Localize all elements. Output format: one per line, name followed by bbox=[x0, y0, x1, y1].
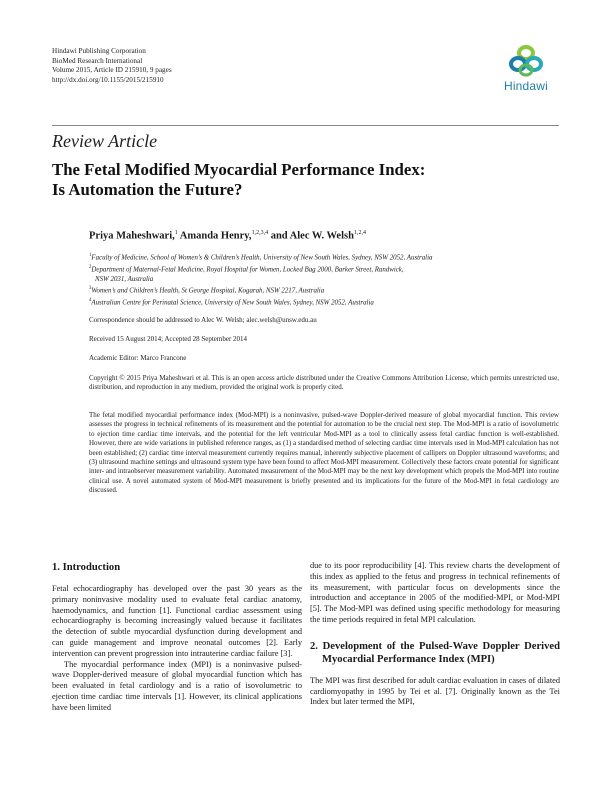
paragraph: Fetal echocardiography has developed over the past 30 years as the primary noninvasive modality used to evaluate fetal cardiac anatomy, haemodynamics, and function [1]. Functional cardiac assessment using echocardiography is becoming increasingly valued because it facilitates the detection of subtle myocardial dysfunction during development and can guide management and improve neonatal outcomes [2]. Early intervention can prevent progression into intrauterine cardiac failure [3]. bbox=[52, 584, 302, 658]
affil-number: 1 bbox=[89, 253, 92, 258]
author-list bbox=[89, 230, 366, 242]
header-divider bbox=[52, 125, 559, 126]
affil-text: Australian Centre for Perinatal Science, University of New South Wales, Sydney, NSW 2052, Australia bbox=[91, 299, 374, 307]
hindawi-logo bbox=[494, 44, 558, 93]
affil-number: 2 bbox=[89, 264, 92, 270]
author-name: and Alec W. Welsh bbox=[270, 230, 354, 242]
logo-wordmark: Hindawi bbox=[503, 79, 549, 93]
affiliation-item bbox=[89, 284, 559, 296]
right-column bbox=[310, 561, 560, 708]
hindawi-logo-icon bbox=[506, 44, 546, 78]
left-column bbox=[52, 561, 302, 714]
affil-text: Women’s and Children’s Health, St George Hospital, Kogarah, NSW 2217, Australia bbox=[91, 287, 325, 295]
paragraph: due to its poor reproducibility [4]. This review charts the development of this index as applied to the fetus and progress in technical refinements of its measurement, with particular focus on developments since the introduction and acceptance in 2005 of the modified-MPI, or Mod-MPI [5]. The Mod-MPI was defined using specific methodology for measuring the time periods required in fetal MPI calculation. bbox=[310, 561, 560, 624]
journal-name: BioMed Research International bbox=[52, 56, 143, 65]
affil-number: 4 bbox=[89, 298, 92, 304]
affiliation-continuation: NSW 2031, Australia bbox=[95, 275, 154, 283]
author-name: Priya Maheshwari, bbox=[89, 230, 175, 242]
affiliation-item bbox=[89, 251, 559, 263]
received-date: Received 15 August 2014; Accepted 28 September 2014 bbox=[89, 335, 248, 343]
author-affil-ref: 1,2,3,4 bbox=[251, 230, 269, 236]
affiliation-item bbox=[89, 296, 559, 308]
doi-link[interactable]: http://dx.doi.org/10.1155/2015/215910 bbox=[52, 75, 164, 84]
paragraph: The MPI was first described for adult cardiac evaluation in cases of dilated cardiomyopathy in 1995 by Tei et al. [7]. Originally known as the Tei Index but later termed the MPI, bbox=[310, 675, 560, 707]
section-heading-development: 2. Development of the Pulsed-Wave Doppler Derived Myocardial Performance Index (MPI) bbox=[310, 640, 560, 665]
abstract: The fetal modified myocardial performance index (Mod-MPI) is a noninvasive, pulsed-wave Doppler-derived measure of global myocardial function. This review assesses the progress in technical refinements of its measurement and the potential for automation to be the crucial next step. The Mod-MPI is a ratio of isovolumetric to ejection time cardiac time intervals, and the potential for the left ventricular Mod-MPI as a tool to clinically assess fetal cardiac function is well-established. However, there are wide variations in published reference ranges, as (1) a standardised method of selecting cardiac time intervals used in Mod-MPI calculation has not been established; (2) cardiac time interval measurement currently requires manual, inherently subjective placement of callipers on Doppler ultrasound waveforms; and (3) ultrasound machine settings and ultrasound system type have been found to affect Mod-MPI measurement. Collectively these factors create potential for significant inter- and intraobserver measurement variability. Automated measurement of the Mod-MPI may be the next key development which propels the Mod-MPI into routine clinical use. A novel automated system of Mod-MPI measurement is briefly presented and its implications for the future of the Mod-MPI in fetal cardiology are discussed. bbox=[89, 411, 559, 495]
section-heading-introduction: 1. Introduction bbox=[52, 562, 121, 573]
author-name: Amanda Henry, bbox=[179, 230, 252, 242]
affil-number: 3 bbox=[89, 286, 92, 292]
article-type: Review Article bbox=[52, 131, 158, 151]
affil-text: Department of Maternal-Fetal Medicine, Royal Hospital for Women, Locked Bag 2000, Barker Street, Randwick, bbox=[91, 266, 404, 274]
publisher: Hindawi Publishing Corporation bbox=[52, 47, 146, 55]
volume-info: Volume 2015, Article ID 215910, 9 pages bbox=[52, 66, 172, 75]
affiliations bbox=[89, 251, 559, 308]
correspondence: Correspondence should be addressed to Alec W. Welsh; alec.welsh@unsw.edu.au bbox=[89, 316, 317, 324]
title-line-1: The Fetal Modified Myocardial Performance Index: bbox=[52, 160, 426, 179]
academic-editor: Academic Editor: Marco Francone bbox=[89, 354, 187, 362]
author-affil-ref: 1 bbox=[174, 230, 178, 236]
copyright-notice: Copyright © 2015 Priya Maheshwari et al. This is an open access article distributed under the Creative Commons Attribution License, which permits unrestricted use, distribution, and reproduction in any medium, provided the original work is properly cited. bbox=[89, 374, 559, 392]
journal-header bbox=[52, 47, 172, 85]
article-title bbox=[52, 160, 522, 200]
affil-text: Faculty of Medicine, School of Women’s & Children’s Health, University of New South Wales, Sydney, NSW 2052, Australia bbox=[91, 254, 433, 262]
paragraph: The myocardial performance index (MPI) is a noninvasive pulsed-wave Doppler-derived measure of global myocardial function which has been evaluated in fetal cardiology and is a ratio of isovolumetric to ejection time cardiac time intervals [1]. However, its clinical applications have been limited bbox=[52, 659, 302, 712]
affiliation-item bbox=[89, 263, 559, 275]
title-line-2: Is Automation the Future? bbox=[52, 180, 243, 199]
author-affil-ref: 1,2,4 bbox=[353, 230, 366, 236]
